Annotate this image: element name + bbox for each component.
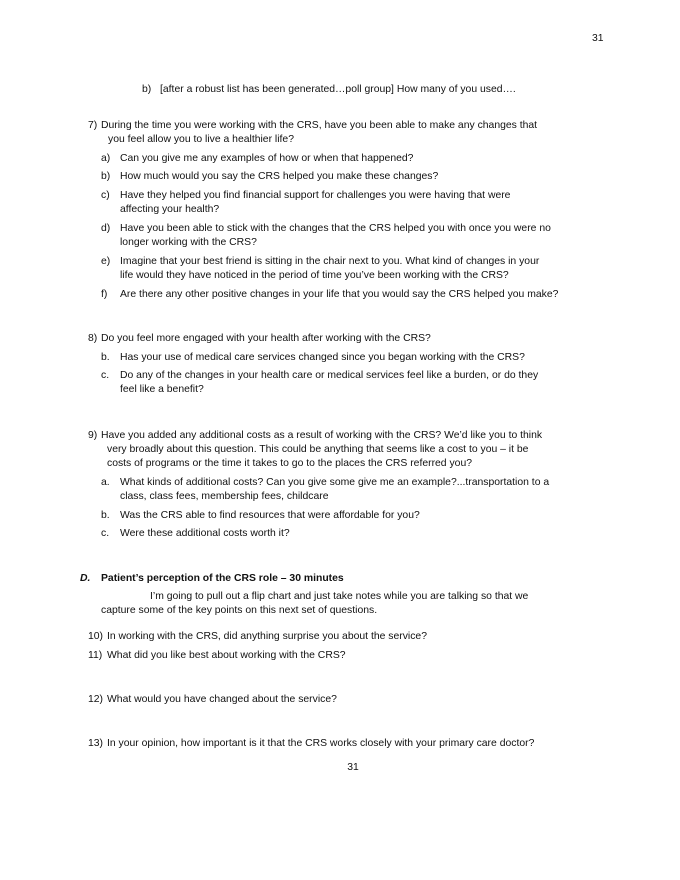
header-page-number: 31 (592, 33, 604, 44)
q12-number: 12) (88, 694, 104, 705)
q8-sub-c-text-line1: Do any of the changes in your health care or medical services feel like a burden, or do they (120, 370, 539, 381)
q8-sub-c-label: c. (101, 370, 110, 381)
q12-text: What would you have changed about the service? (107, 694, 337, 705)
q8-sub-c-text-line2: feel like a benefit? (120, 384, 204, 395)
q9-sub-a-text-line1: What kinds of additional costs? Can you give some give me an example?...transportation to a (120, 477, 550, 488)
q7-sub-c-text-line2: affecting your health? (120, 204, 220, 215)
q8-sub-b-label: b. (101, 352, 110, 363)
q7-sub-a-text: Can you give me any examples of how or when that happened? (120, 153, 414, 164)
section-d-intro-line2: capture some of the key points on this next set of questions. (101, 605, 378, 616)
q7-sub-d-label: d) (101, 223, 111, 234)
prev-sub-label: b) (142, 84, 152, 95)
q7-sub-c-text-line1: Have they helped you find financial support for challenges you were having that were (120, 190, 511, 201)
q7-sub-c-label: c) (101, 190, 110, 201)
q7-number: 7) (88, 120, 98, 131)
q7-text-line2: you feel allow you to live a healthier life? (108, 134, 294, 145)
q11-text: What did you like best about working with the CRS? (107, 650, 346, 661)
q7-sub-e-text-line2: life would they have noticed in the period of time you’ve been working with the CRS? (120, 270, 509, 281)
q7-sub-a-label: a) (101, 153, 111, 164)
q9-sub-a-text-line2: class, class fees, membership fees, childcare (120, 491, 329, 502)
q9-text-line1: Have you added any additional costs as a result of working with the CRS? We’d like you to think (101, 430, 543, 441)
q7-sub-d-text-line1: Have you been able to stick with the changes that the CRS helped you with once you were no (120, 223, 551, 234)
q9-sub-a-label: a. (101, 477, 110, 488)
q9-number: 9) (88, 430, 98, 441)
q7-sub-e-label: e) (101, 256, 111, 267)
prev-sub-text: [after a robust list has been generated…poll group] How many of you used…. (160, 84, 516, 95)
q8-sub-b-text: Has your use of medical care services changed since you began working with the CRS? (120, 352, 525, 363)
q9-sub-b-text: Was the CRS able to find resources that were affordable for you? (120, 510, 420, 521)
section-d-intro-line1: I’m going to pull out a flip chart and just take notes while you are talking so that we (150, 591, 529, 602)
section-d-letter: D. (80, 573, 91, 584)
q11-number: 11) (88, 650, 103, 661)
q9-sub-c-label: c. (101, 528, 110, 539)
q7-sub-e-text-line1: Imagine that your best friend is sitting in the chair next to you. What kind of changes in your (120, 256, 540, 267)
q9-sub-b-label: b. (101, 510, 110, 521)
q8-number: 8) (88, 333, 98, 344)
section-d-title: Patient’s perception of the CRS role – 30 minutes (101, 573, 344, 584)
q10-text: In working with the CRS, did anything surprise you about the service? (107, 631, 427, 642)
q7-text-line1: During the time you were working with the CRS, have you been able to make any changes that (101, 120, 538, 131)
q10-number: 10) (88, 631, 104, 642)
footer-page-number: 31 (347, 762, 359, 773)
q13-text: In your opinion, how important is it that the CRS works closely with your primary care doctor? (107, 738, 535, 749)
q7-sub-b-text: How much would you say the CRS helped you make these changes? (120, 171, 439, 182)
q7-sub-f-text: Are there any other positive changes in your life that you would say the CRS helped you make? (120, 289, 559, 300)
q9-text-line3: costs of programs or the time it takes to go to the places the CRS referred you? (107, 458, 473, 469)
q7-sub-f-label: f) (101, 289, 108, 300)
q9-sub-c-text: Were these additional costs worth it? (120, 528, 290, 539)
q7-sub-b-label: b) (101, 171, 111, 182)
q9-text-line2: very broadly about this question. This could be anything that seems like a cost to you – it be (107, 444, 529, 455)
q8-text: Do you feel more engaged with your health after working with the CRS? (101, 333, 431, 344)
q13-number: 13) (88, 738, 104, 749)
q7-sub-d-text-line2: longer working with the CRS? (120, 237, 257, 248)
